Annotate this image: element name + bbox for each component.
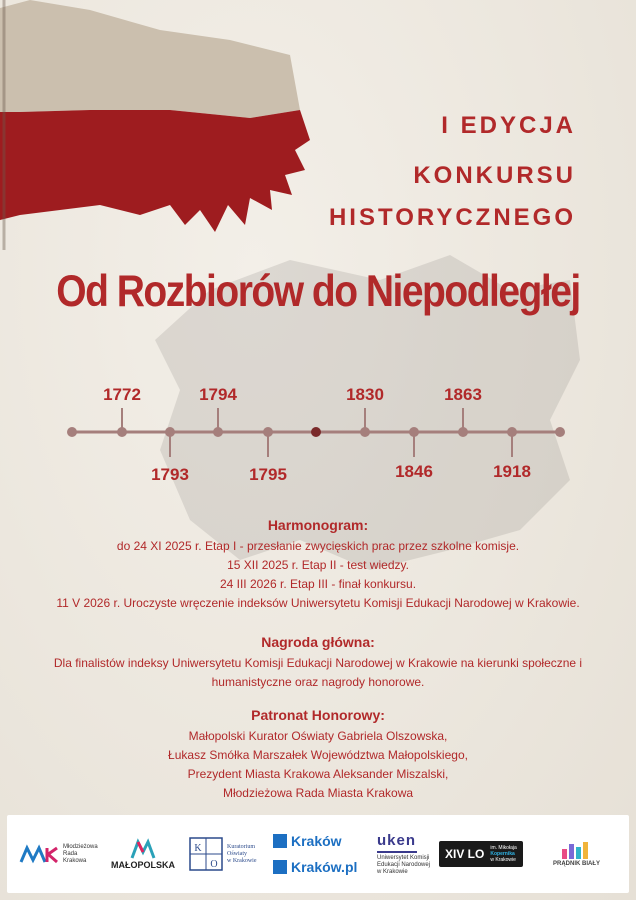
kuratorium-logo bbox=[189, 815, 257, 893]
uken-subtext: w Krakowie bbox=[377, 869, 408, 875]
schedule-item: 24 III 2026 r. Etap III - finał konkursu. bbox=[219, 577, 417, 591]
malopolska-logo bbox=[111, 815, 175, 893]
timeline-mid-dot bbox=[311, 427, 321, 437]
prize-title: Nagroda główna: bbox=[261, 634, 375, 650]
timeline-start-dot bbox=[67, 427, 77, 437]
xiv-text: XIV LO bbox=[445, 847, 485, 861]
year-1772: 1772 bbox=[103, 385, 141, 404]
prize-section bbox=[0, 634, 636, 692]
xiv-subtext: w Krakowie bbox=[490, 857, 516, 863]
main-title: Od Rozbiorów do Niepodległej bbox=[56, 266, 580, 317]
timeline-end-dot bbox=[555, 427, 565, 437]
xiv-lo-logo bbox=[439, 815, 523, 893]
edition-heading: I EDYCJA bbox=[441, 112, 576, 139]
xiv-subtext: Kopernika bbox=[490, 851, 515, 857]
schedule-title: Harmonogram: bbox=[267, 517, 369, 533]
year-1863: 1863 bbox=[444, 385, 482, 404]
timeline bbox=[0, 375, 636, 495]
mrk-text: Rada bbox=[63, 850, 78, 857]
patron-line: Młodzieżowa Rada Miasta Krakowa bbox=[222, 786, 414, 800]
pradnik-text: PRĄDNIK BIAŁY bbox=[553, 861, 601, 867]
kuratorium-text: Kuratorium bbox=[227, 843, 255, 850]
krakow-logo bbox=[273, 815, 357, 893]
prize-line: Dla finalistów indeksy Uniwersytetu Komisji Edukacji Narodowej w Krakowie na kierunki społeczne i bbox=[53, 656, 583, 670]
mrk-text: Krakowa bbox=[63, 857, 87, 864]
year-1794: 1794 bbox=[199, 385, 237, 404]
uken-subtext: Edukacji Narodowej bbox=[377, 862, 431, 868]
year-1918: 1918 bbox=[493, 462, 531, 481]
contest-heading: KONKURSU bbox=[413, 162, 576, 189]
schedule-section bbox=[0, 517, 636, 613]
kuratorium-text: Oświaty bbox=[227, 850, 247, 857]
uken-text: uken bbox=[377, 832, 417, 849]
historical-heading: HISTORYCZNEGO bbox=[328, 204, 576, 231]
pradnik-mark-icon bbox=[560, 841, 594, 859]
pradnik-bialy-logo bbox=[553, 815, 600, 893]
krakow-text: Kraków bbox=[291, 833, 342, 849]
schedule-item: 15 XII 2025 r. Etap II - test wiedzy. bbox=[227, 558, 409, 572]
uken-logo bbox=[377, 815, 430, 893]
malopolska-mark-icon bbox=[130, 838, 156, 860]
polish-flag-image bbox=[0, 0, 320, 250]
patron-line: Prezydent Miasta Krakowa Aleksander Miszalski, bbox=[187, 767, 449, 781]
patronage-title: Patronat Honorowy: bbox=[251, 707, 385, 723]
krakow-pl-mark-icon bbox=[273, 860, 287, 874]
mrk-mark-icon bbox=[19, 844, 59, 864]
patron-line: Łukasz Smółka Marszałek Województwa Małopolskiego, bbox=[168, 748, 468, 762]
prize-line: humanistyczne oraz nagrody honorowe. bbox=[211, 675, 425, 689]
svg-text:K: K bbox=[194, 843, 202, 854]
svg-text:O: O bbox=[210, 859, 218, 870]
xiv-subtext: im. Mikołaja bbox=[490, 845, 517, 851]
patron-line: Małopolski Kurator Oświaty Gabriela Olszowska, bbox=[188, 729, 448, 743]
year-1830: 1830 bbox=[346, 385, 384, 404]
krakow-pl-text: Kraków.pl bbox=[291, 859, 358, 875]
kuratorium-mark-icon bbox=[189, 837, 223, 871]
mrk-logo bbox=[19, 815, 98, 893]
year-1846: 1846 bbox=[395, 462, 433, 481]
schedule-item: do 24 XI 2025 r. Etap I - przesłanie zwycięskich prac przez szkolne komisje. bbox=[116, 539, 520, 553]
patronage-section bbox=[0, 707, 636, 803]
mrk-text: Młodzieżowa bbox=[63, 843, 98, 850]
year-1793: 1793 bbox=[151, 465, 189, 484]
krakow-mark-icon bbox=[273, 834, 287, 848]
sponsor-logos-bar bbox=[7, 815, 629, 893]
kuratorium-text: w Krakowie bbox=[227, 857, 257, 864]
year-1795: 1795 bbox=[249, 465, 287, 484]
schedule-item: 11 V 2026 r. Uroczyste wręczenie indeksów Uniwersytetu Komisji Edukacji Narodowej w Krakowie. bbox=[56, 596, 580, 610]
malopolska-text: MAŁOPOLSKA bbox=[111, 860, 175, 870]
uken-subtext: Uniwersytet Komisji bbox=[377, 855, 430, 861]
